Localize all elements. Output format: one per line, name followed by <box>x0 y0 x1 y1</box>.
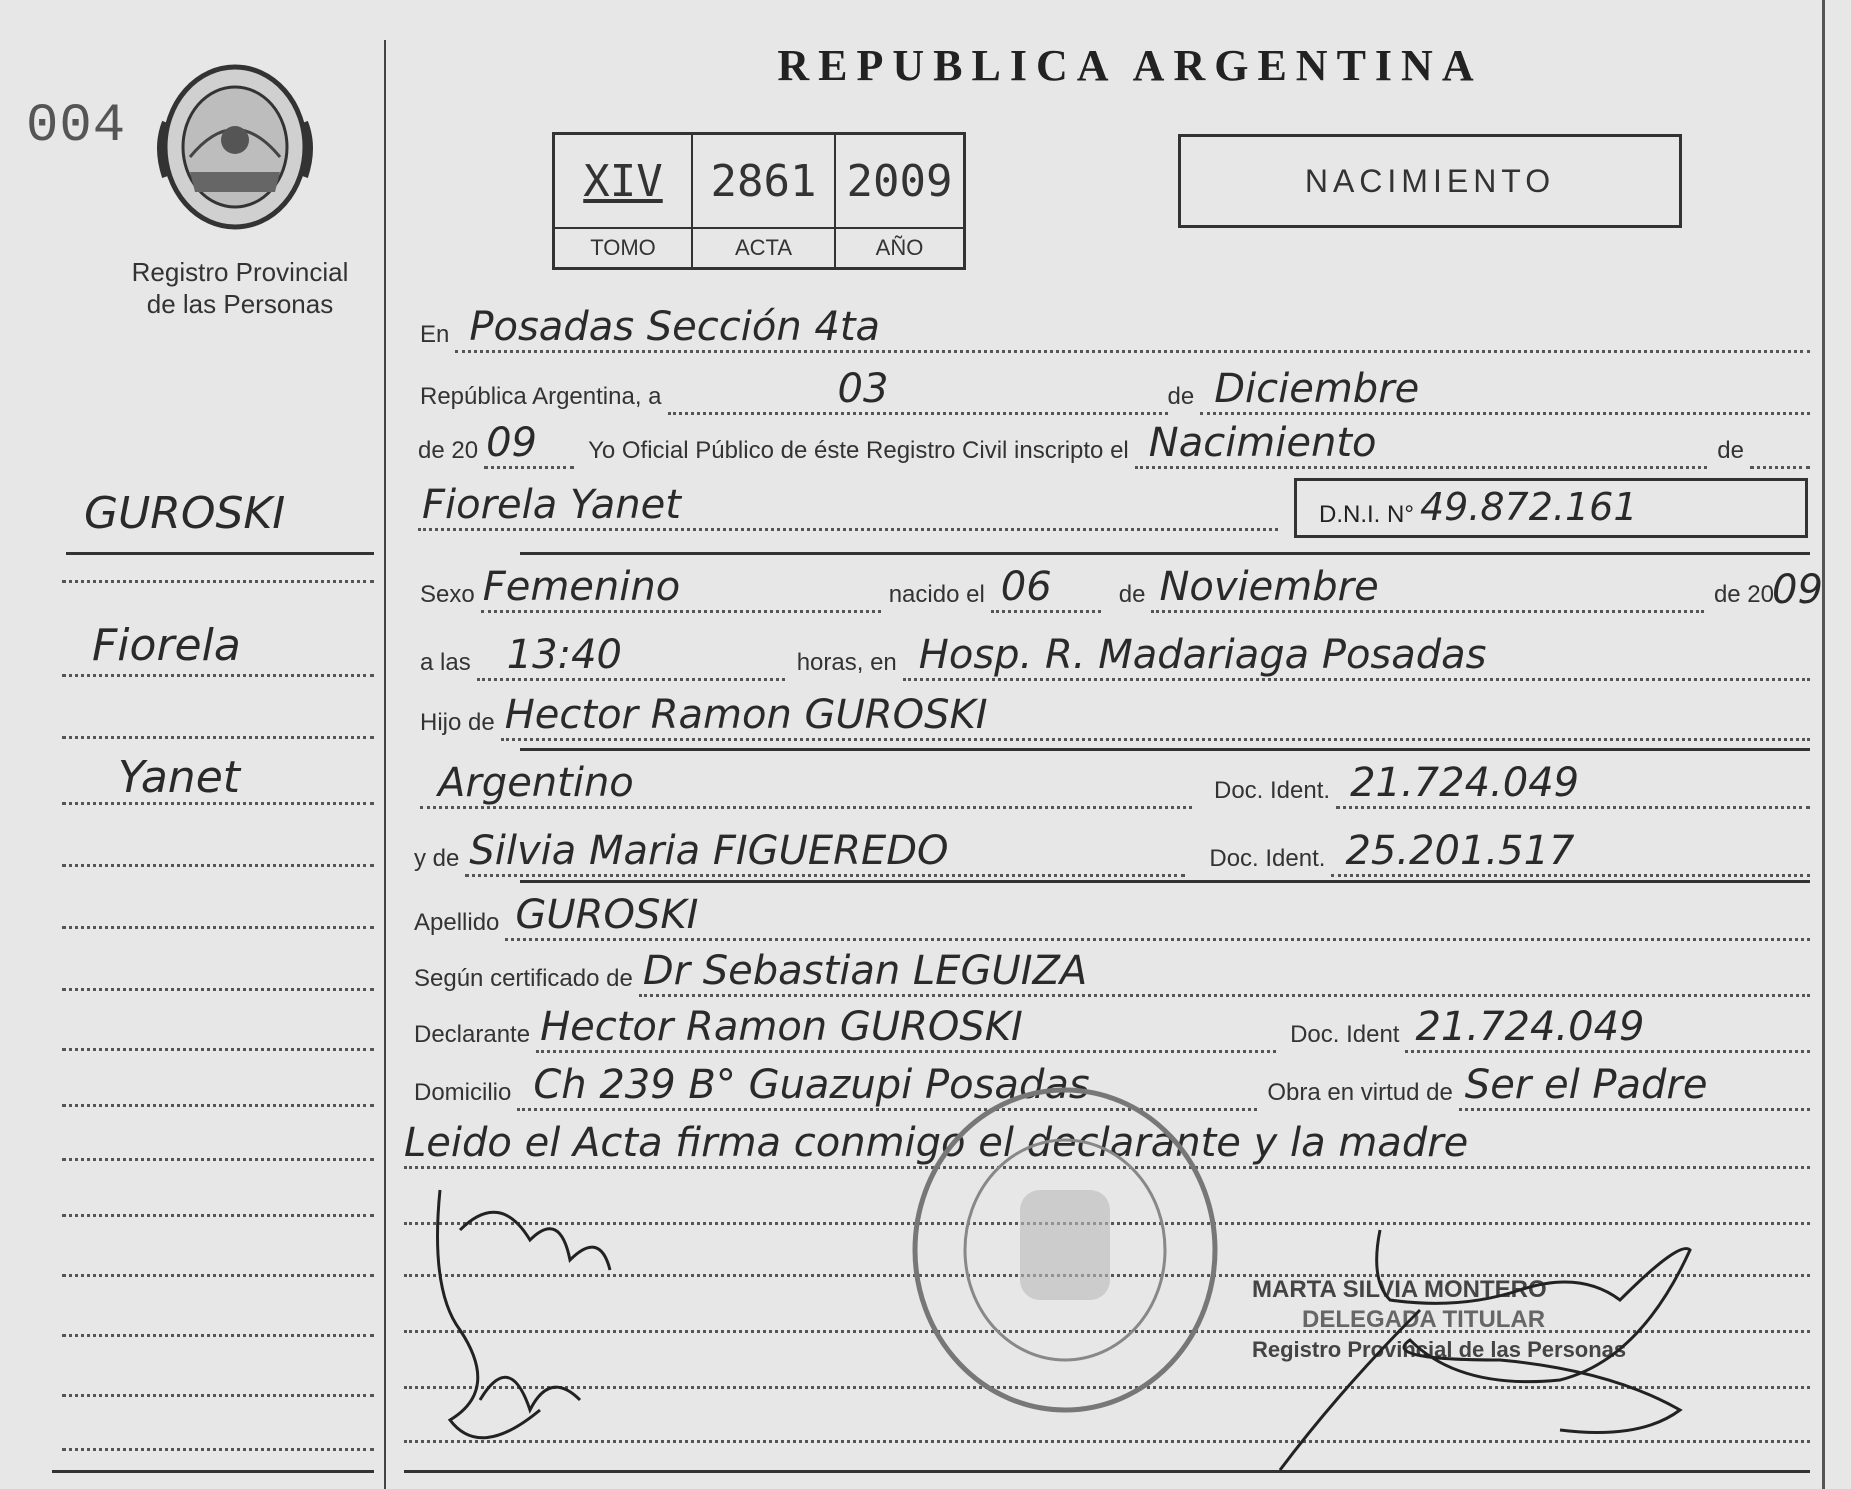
registry-name <box>80 256 400 320</box>
tomo-cell <box>555 135 693 227</box>
official-role: DELEGADA TITULAR <box>1302 1306 1546 1333</box>
label-sexo: Sexo <box>420 581 475 608</box>
row-surname <box>414 892 1810 941</box>
margin-line <box>62 572 374 583</box>
value-declarant: Hector Ramon GUROSKI <box>540 1004 1023 1050</box>
anio-label: AÑO <box>836 227 963 267</box>
section-rule <box>520 552 1810 555</box>
country-heading: REPUBLICA ARGENTINA <box>777 41 1483 90</box>
margin-line <box>62 856 374 867</box>
field-birth-month <box>1151 564 1703 613</box>
value-father: Hector Ramon GUROSKI <box>504 692 988 738</box>
label-doc-ident-2: Doc. Ident. <box>1209 845 1326 872</box>
row-declarant <box>414 1004 1810 1053</box>
serial-number: 004 <box>26 96 127 157</box>
value-closing: Leido el Acta firma conmigo el declarante y la madre <box>404 1120 1469 1166</box>
margin-line <box>62 728 374 739</box>
field-mother-doc <box>1331 828 1810 877</box>
official-office: Registro Provincial de las Personas <box>1252 1337 1627 1362</box>
field-reason <box>1459 1062 1810 1111</box>
value-day: 03 <box>837 366 889 412</box>
value-sex: Femenino <box>482 564 681 610</box>
label-domicilio: Domicilio <box>414 1079 512 1106</box>
value-mother: Silvia Maria FIGUEREDO <box>469 828 949 874</box>
label-apellido: Apellido <box>414 909 500 936</box>
value-year: 09 <box>486 420 537 466</box>
label-de-20: de 20 <box>418 437 479 464</box>
label-hijo-de: Hijo de <box>420 709 495 736</box>
registry-line-2: de las Personas <box>146 289 334 319</box>
field-birth-day <box>991 564 1101 613</box>
field-birth-place <box>903 632 1810 681</box>
row-date <box>420 366 1810 415</box>
value-place: Posadas Sección 4ta <box>469 304 881 350</box>
margin-line <box>62 1150 374 1161</box>
field-place <box>455 304 1810 353</box>
field-act-kind <box>1135 420 1708 469</box>
value-month: Diciembre <box>1214 366 1420 412</box>
page-edge <box>1822 0 1825 1489</box>
field-father-nationality <box>420 760 1192 809</box>
margin-line <box>62 980 374 991</box>
value-certified-by: Dr Sebastian LEGUIZA <box>642 948 1088 994</box>
row-year <box>418 420 1810 469</box>
margin-line <box>62 1326 374 1337</box>
tomo-label: TOMO <box>555 227 693 267</box>
value-mother-doc: 25.201.517 <box>1345 828 1575 874</box>
field-father-doc <box>1336 760 1810 809</box>
margin-line <box>62 1096 374 1107</box>
acta-label: ACTA <box>693 227 836 267</box>
row-father <box>420 692 1810 741</box>
label-de-20b: de 20 <box>1713 581 1774 608</box>
row-names <box>418 482 1278 531</box>
label-segun-certificado: Según certificado de <box>414 965 633 992</box>
field-declarant-doc <box>1405 1004 1810 1053</box>
value-dni: 49.872.161 <box>1419 485 1638 529</box>
value-given-names: Fiorela Yanet <box>422 482 681 528</box>
label-declarante: Declarante <box>414 1021 531 1048</box>
margin-line <box>62 1266 374 1277</box>
field-month <box>1200 366 1810 415</box>
margin-line <box>62 1440 374 1451</box>
row-place <box>420 304 1810 353</box>
field-mother <box>465 828 1185 877</box>
label-horas-en: horas, en <box>796 649 897 676</box>
dni-box <box>1294 478 1808 538</box>
anio-cell <box>836 135 963 227</box>
value-address: Ch 239 B° Guazupi Posadas <box>533 1062 1090 1108</box>
value-birth-month: Noviembre <box>1159 564 1379 610</box>
label-y-de: y de <box>414 845 460 872</box>
value-reason: Ser el Padre <box>1464 1062 1708 1108</box>
label-a-las: a las <box>420 649 471 676</box>
field-day <box>668 366 1168 415</box>
margin-line <box>62 1206 374 1217</box>
official-signature <box>1260 1210 1740 1480</box>
margin-line <box>62 666 374 677</box>
value-time: 13:40 <box>506 632 622 678</box>
value-birth-year: 09 <box>1772 567 1823 613</box>
value-birth-place: Hosp. R. Madariaga Posadas <box>918 632 1487 678</box>
row-certificate <box>414 948 1810 997</box>
label-obra-en-virtud: Obra en virtud de <box>1267 1079 1453 1106</box>
label-de-3: de <box>1118 581 1146 608</box>
field-year <box>484 420 574 469</box>
registry-line-1: Registro Provincial <box>131 257 349 287</box>
label-doc-ident: Doc. Ident. <box>1214 777 1331 804</box>
field-birth-year <box>1772 567 1823 613</box>
label-yo-oficial: Yo Oficial Público de éste Registro Civil inscripto el <box>588 437 1129 464</box>
label-nacido-el: nacido el <box>888 581 985 608</box>
column-divider <box>384 40 386 1489</box>
value-father-doc: 21.724.049 <box>1350 760 1580 806</box>
row-time-place <box>420 632 1810 681</box>
tomo-value: XIV <box>583 155 663 207</box>
section-rule <box>520 880 1810 883</box>
margin-bottom-rule <box>52 1470 374 1473</box>
anio-value: 2009 <box>846 155 953 207</box>
value-act-kind: Nacimiento <box>1148 420 1377 466</box>
official-seal-icon <box>900 1080 1230 1420</box>
row-sex <box>420 564 1823 613</box>
field-surname <box>505 892 1810 941</box>
field-declarant <box>536 1004 1276 1053</box>
row-father-nationality <box>420 760 1810 809</box>
margin-line <box>62 1386 374 1397</box>
field-blank <box>1750 426 1810 469</box>
field-father <box>501 692 1810 741</box>
field-given-names <box>418 482 1278 531</box>
declarant-signature <box>420 1170 680 1470</box>
label-doc-ident-3: Doc. Ident <box>1290 1021 1400 1048</box>
label-de-2: de <box>1717 437 1744 464</box>
value-father-nationality: Argentino <box>438 760 634 806</box>
acta-cell <box>693 135 836 227</box>
label-de: de <box>1167 383 1195 410</box>
provincia-de-misiones-crest-icon <box>150 62 320 232</box>
registry-box <box>552 132 966 270</box>
margin-surname: GUROSKI <box>84 488 286 539</box>
field-time <box>477 632 785 681</box>
margin-line <box>62 794 374 805</box>
value-birth-day: 06 <box>1000 564 1052 610</box>
field-sex <box>481 564 881 613</box>
value-declarant-doc: 21.724.049 <box>1415 1004 1645 1050</box>
margin-line <box>62 1040 374 1051</box>
row-mother <box>414 828 1810 877</box>
acta-value: 2861 <box>710 155 817 207</box>
value-surname: GUROSKI <box>515 892 699 938</box>
section-rule <box>520 748 1810 751</box>
label-republica: República Argentina, a <box>420 383 662 410</box>
label-en: En <box>420 321 450 348</box>
official-name: MARTA SILVIA MONTERO <box>1252 1276 1547 1303</box>
margin-line <box>62 918 374 929</box>
label-dni: D.N.I. N° <box>1319 501 1414 528</box>
document-type-box: NACIMIENTO <box>1178 134 1682 228</box>
margin-name-2: Yanet <box>118 752 241 803</box>
field-certified-by <box>639 948 1810 997</box>
margin-name-1: Fiorela <box>92 620 241 671</box>
margin-surname-underline <box>66 552 374 555</box>
